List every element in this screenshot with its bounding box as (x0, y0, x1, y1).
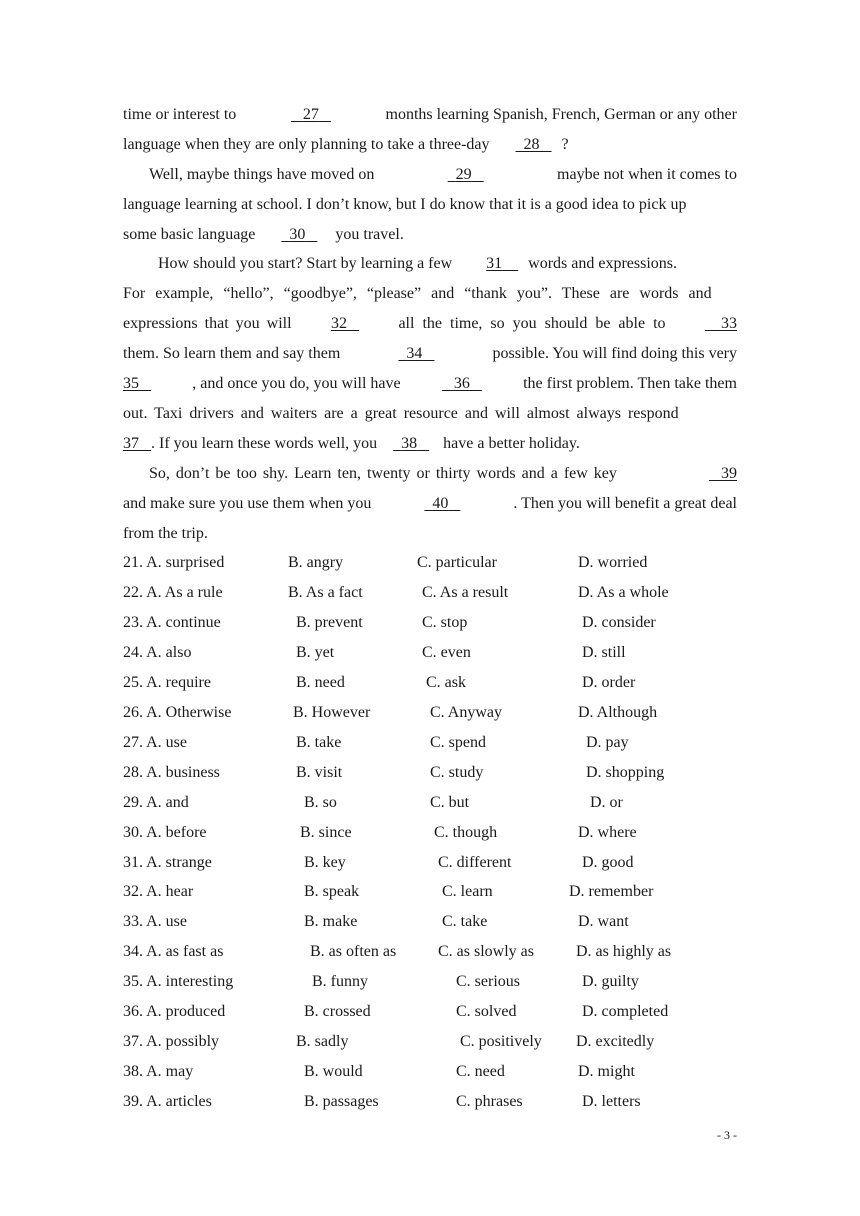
option-a: 29. A. and (123, 793, 189, 811)
option-row (123, 907, 737, 937)
passage-line (123, 399, 737, 429)
passage-line (149, 459, 737, 489)
option-d: D. might (578, 1063, 635, 1081)
option-c: C. As a result (422, 583, 509, 601)
option-d: D. want (578, 913, 629, 931)
passage-line (123, 489, 737, 519)
option-a: 33. A. use (123, 913, 187, 931)
option-row (123, 698, 737, 728)
option-row (123, 818, 737, 848)
passage-text: language learning at school. I don’t know, but I do know that it is a good idea to pick up (123, 196, 687, 213)
passage-line (123, 339, 737, 369)
option-c: C. but (430, 793, 470, 811)
passage-text: from the trip. (123, 525, 208, 542)
option-c: C. spend (430, 733, 486, 751)
option-d: D. still (582, 643, 626, 661)
passage-text: some basic language (123, 226, 256, 243)
option-b: B. so (304, 793, 337, 811)
option-d: D. or (590, 793, 623, 811)
passage-text: you travel. (335, 226, 404, 243)
option-row (123, 728, 737, 758)
blank-40: 40 (432, 495, 449, 512)
passage-line (123, 309, 737, 339)
blank-35: 35 (123, 375, 139, 392)
passage-line (158, 249, 737, 279)
passage-text: the first problem. Then take them (523, 375, 737, 392)
option-a: 36. A. produced (123, 1003, 226, 1021)
blank-31: 31 (486, 255, 503, 272)
option-b: B. as often as (310, 943, 397, 961)
option-a: 28. A. business (123, 763, 220, 781)
option-a: 26. A. Otherwise (123, 703, 232, 721)
option-d: D. pay (586, 733, 629, 751)
option-b: B. As a fact (288, 583, 363, 601)
option-a: 35. A. interesting (123, 973, 234, 991)
option-d: D. consider (582, 613, 656, 631)
blank-37: 37 (123, 435, 139, 452)
option-c: C. phrases (456, 1093, 523, 1111)
passage-text: possible. You will find doing this very (492, 345, 737, 362)
passage-line (123, 369, 737, 399)
option-c: C. different (438, 853, 512, 871)
blank-33: 33 (720, 315, 737, 332)
option-d: D. as highly as (576, 943, 672, 961)
passage-text: and make sure you use them when you (123, 495, 372, 512)
option-b: B. would (304, 1063, 363, 1081)
blank-36: 36 (453, 375, 470, 392)
option-row (123, 967, 737, 997)
passage-line (123, 519, 737, 549)
option-b: B. visit (296, 763, 343, 781)
blank-39: 39 (721, 465, 737, 482)
option-c: C. learn (442, 883, 493, 901)
option-b: B. since (300, 823, 352, 841)
option-row (123, 548, 737, 578)
passage-line (123, 190, 737, 220)
option-b: B. angry (288, 554, 344, 571)
option-d: D. As a whole (578, 583, 669, 601)
option-row (123, 1057, 737, 1087)
option-a: 34. A. as fast as (123, 943, 224, 961)
option-b: B. However (293, 703, 371, 721)
option-a: 31. A. strange (123, 853, 212, 871)
option-b: B. sadly (296, 1033, 349, 1051)
passage-line (123, 279, 737, 309)
blank-28: 28 (523, 136, 540, 153)
option-d: D. worried (578, 554, 648, 571)
passage-text: For example, “hello”, “goodbye”, “please” and “thank you”. These are words and (123, 285, 712, 302)
blank-29: 29 (455, 166, 472, 183)
option-b: B. take (296, 733, 342, 751)
option-row (123, 638, 737, 668)
option-c: C. solved (456, 1003, 517, 1021)
option-row (123, 668, 737, 698)
option-row (123, 848, 737, 878)
option-c: C. study (430, 763, 484, 781)
option-b: B. speak (304, 883, 360, 901)
option-a: 30. A. before (123, 823, 207, 841)
passage-text: months learning Spanish, French, German or any other (385, 106, 737, 123)
passage-text: all the time, so you should be able to (398, 315, 666, 332)
blank-38: 38 (401, 435, 418, 452)
option-a: 23. A. continue (123, 613, 221, 631)
option-d: D. guilty (582, 973, 639, 991)
passage-text: . Then you will benefit a great deal (513, 495, 737, 512)
option-row (123, 1087, 737, 1117)
option-d: D. shopping (586, 763, 665, 781)
option-b: B. yet (296, 643, 335, 661)
option-row (123, 937, 737, 967)
passage-line (123, 130, 737, 160)
passage-text: ? (561, 136, 569, 153)
option-a: 21. A. surprised (123, 554, 225, 571)
option-a: 25. A. require (123, 673, 211, 691)
passage-text: How should you start? Start by learning a few (158, 255, 453, 272)
option-b: B. key (304, 853, 346, 871)
passage-text: , and once you do, you will have (192, 375, 401, 392)
option-b: B. funny (312, 973, 368, 991)
option-c: C. stop (422, 613, 468, 631)
passage-text: maybe not when it comes to (557, 166, 737, 183)
passage-text: expressions that you will (123, 315, 292, 332)
option-row (123, 608, 737, 638)
passage-text: So, don’t be too shy. Learn ten, twenty or thirty words and a few key (149, 465, 617, 482)
option-c: C. positively (460, 1033, 542, 1051)
option-row (123, 788, 737, 818)
blank-32: 32 (331, 315, 347, 332)
option-d: D. where (578, 823, 637, 841)
option-row (123, 1027, 737, 1057)
passage-text: have a better holiday. (443, 435, 580, 452)
option-b: B. need (296, 673, 345, 691)
passage-line (149, 160, 737, 190)
option-row (123, 997, 737, 1027)
passage-text: them. So learn them and say them (123, 345, 341, 362)
passage-text: time or interest to (123, 106, 237, 123)
option-a: 37. A. possibly (123, 1033, 220, 1051)
option-b: B. make (304, 913, 358, 931)
option-b: B. prevent (296, 613, 363, 631)
passage-text: words and expressions. (528, 255, 678, 272)
option-c: C. as slowly as (438, 943, 534, 961)
option-a: 27. A. use (123, 733, 187, 751)
option-c: C. ask (426, 673, 466, 691)
option-b: B. crossed (304, 1003, 371, 1021)
option-d: D. order (582, 673, 636, 691)
passage-line (123, 220, 737, 250)
option-a: 38. A. may (123, 1063, 194, 1081)
option-row (123, 578, 737, 608)
option-d: D. Although (578, 703, 658, 721)
option-c: C. even (422, 643, 471, 661)
passage-text: . If you learn these words well, you (151, 435, 378, 452)
passage-line (123, 100, 737, 130)
option-row (123, 758, 737, 788)
option-b: B. passages (304, 1093, 379, 1111)
blank-34: 34 (406, 345, 423, 362)
option-c: C. though (434, 823, 498, 841)
option-c: C. particular (417, 554, 497, 571)
blank-30: 30 (289, 226, 306, 243)
option-a: 22. A. As a rule (123, 583, 223, 601)
option-d: D. letters (582, 1093, 641, 1111)
blank-27: 27 (302, 106, 319, 123)
option-d: D. remember (569, 883, 654, 901)
option-c: C. take (442, 913, 488, 931)
passage-line (123, 429, 737, 459)
option-a: 39. A. articles (123, 1093, 212, 1111)
option-a: 32. A. hear (123, 883, 194, 901)
page-number: - 3 - (717, 1128, 737, 1142)
option-a: 24. A. also (123, 643, 192, 661)
option-c: C. need (456, 1063, 505, 1081)
passage-text: out. Taxi drivers and waiters are a great resource and will almost always respond (123, 405, 679, 422)
option-d: D. excitedly (576, 1033, 655, 1051)
option-d: D. completed (582, 1003, 669, 1021)
passage-text: language when they are only planning to take a three-day (123, 136, 490, 153)
option-c: C. Anyway (430, 703, 502, 721)
option-d: D. good (582, 853, 634, 871)
option-c: C. serious (456, 973, 520, 991)
option-row (123, 877, 737, 907)
passage-text: Well, maybe things have moved on (149, 166, 375, 183)
